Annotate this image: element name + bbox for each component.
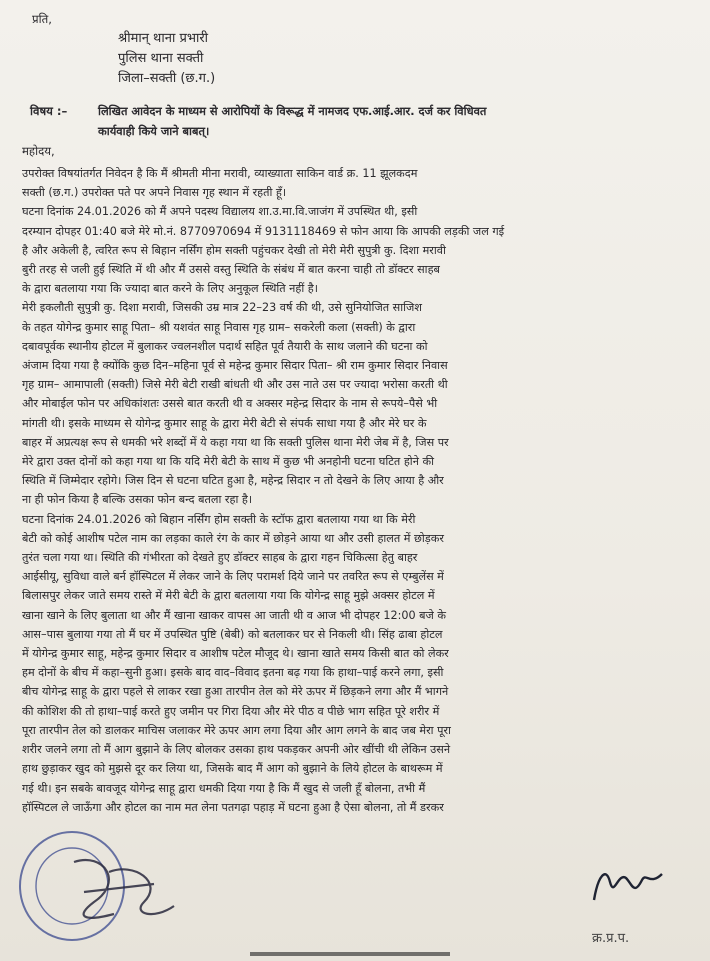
body-line: हाथ छुड़ाकर खुद को मुझसे दूर कर लिया था, जिसके बाद मैं आग को बुझाने के लिये होटल के बाथरूम में <box>22 762 443 776</box>
body-text <box>22 164 682 817</box>
body-line: पूरा तारपीन तेल को डालकर माचिस जलाकर मेरे ऊपर आग लगा दिया और आग लगने के बाद जब मेरा पूरा <box>22 723 451 737</box>
body-line: बीच योगेन्द्र साहू के द्वारा पहले से लाकर रखा हुआ तारपीन तेल को मेरे ऊपर में छिड़कने लगा और मैं भागने <box>22 685 449 699</box>
body-line: आस–पास बुलाया गया तो मैं घर में उपस्थित पुष्टि (बेबी) को बतलाकर घर से निकली थी। सिंह ढाबा होटल <box>22 627 443 641</box>
body-line: खाना खाने के लिए बुलाता था और मैं खाना खाकर वापस आ जाती थी व आज भी दोपहर 12:00 बजे के <box>22 608 447 622</box>
addressee-line-1: श्रीमान् थाना प्रभारी <box>118 31 209 46</box>
subject-line-2: कार्यवाही किये जाने बाबत्। <box>98 124 210 138</box>
body-line: हॉस्पिटल ले जाऊँगा और होटल का नाम मत लेना पतगढ़ा पहाड़ में घटना हुआ है ऐसा बोलना, तो मैं डरकर <box>22 800 444 814</box>
footer-mark: क्र.प्र.प. <box>592 931 630 946</box>
body-line: सक्ती (छ.ग.) उपरोक्त पते पर अपने निवास गृह स्थान में रहती हूँ। <box>22 186 287 200</box>
salutation-prati: प्रति, <box>32 12 52 26</box>
salutation-mahoday: महोदय, <box>22 144 55 158</box>
body-line: में योगेन्द्र कुमार साहू, महेन्द्र कुमार सिदार व आशीष पटेल मौजूद थे। खाना खाते समय किसी बात को लेकर <box>22 647 449 661</box>
body-line: आईसीयू, सुविधा वाले बर्न हॉस्पिटल में लेकर जाने के लिए परामर्श दिये जाने पर तवरित रूप से एम्बुलेंस में <box>22 570 444 584</box>
body-line: शरीर जलने लगा तो मैं आग बुझाने के लिए बोलकर उसका हाथ पकड़कर अपनी ओर खींची थी लेकिन उसने <box>22 743 451 757</box>
body-line: उपरोक्त विषयांतर्गत निवेदन है कि मैं श्रीमती मीना मरावी, व्याख्याता साकिन वार्ड क्र. 11 झूलकदम <box>22 167 418 180</box>
body-line: मेरे द्वारा उक्त दोनों को कहा गया था कि यदि मेरी बेटी के साथ में कुछ भी अनहोनी घटना घटित होने की <box>22 455 434 469</box>
body-line: अंजाम दिया गया है क्योंकि कुछ दिन–महिना पूर्व से महेन्द्र कुमार सिदार पिता– श्री राम कुमार सिदार निवास <box>22 359 448 373</box>
subject-label: विषय :– <box>30 104 68 118</box>
body-line: गई थी। इन सबके बावजूद योगेन्द्र साहू द्वारा धमकी दिया गया है कि मैं खुद से जली हूँ बोलना, तभी मैं <box>22 781 426 795</box>
body-line: दबावपूर्वक स्थानीय होटल में बुलाकर ज्वलनशील पदार्थ सहित पूर्व तैयारी के साथ जलाने की घटना को <box>22 339 428 353</box>
body-line: स्थिति में जिम्मेदार रहोगे। जिस दिन से घटना घटित हुआ है, महेन्द्र सिदार न तो देखने के लिए आया है और <box>22 474 444 488</box>
addressee-line-3: जिला–सक्ती (छ.ग.) <box>118 71 216 86</box>
body-line: बेटी को कोई आशीष पटेल नाम का लड़का काले रंग के कार में छोड़ने आया था और उसी हालत में छोड़कर <box>22 531 444 545</box>
body-line: तुरंत चला गया था। स्थिति की गंभीरता को देखते हुए डॉक्टर साहब के द्वारा गहन चिकित्सा हेतु बाहर <box>22 551 418 565</box>
body-line: हम दोनों के बीच में कहा–सुनी हुआ। इसके बाद वाद–विवाद इतना बढ़ गया कि हाथा–पाई करने लगा, इसी <box>22 666 444 680</box>
body-line: दरम्यान दोपहर 01:40 बजे मेरे मो.नं. 8770970694 में 9131118469 से फोन आया कि आपकी लड़की जल गई <box>22 224 505 238</box>
body-line: ना ही फोन किया है बल्कि उसका फोन बन्द बतला रहा है। <box>22 493 253 507</box>
signature <box>588 856 668 912</box>
body-line: घटना दिनांक 24.01.2026 को मैं अपने पदस्थ विद्यालय शा.उ.मा.वि.जाजंग में उपस्थित थी, इसी <box>22 205 418 219</box>
body-line: बाहर में अप्रत्यक्ष रूप से धमकी भरे शब्दों में ये कहा गया था कि सक्ती पुलिस थाना मेरी जेब में है, जिस पर <box>22 435 449 449</box>
body-line: और मोबाईल फोन पर अधिकांशतः उससे बात करती थी व अक्सर महेन्द्र सिदार के नाम से रूपये–पैसे भी <box>22 397 438 411</box>
body-line: बिलासपुर लेकर जाते समय रास्ते में मेरी बेटी के द्वारा बतलाया गया कि योगेन्द्र साहू मुझे अक्सर होटल में <box>22 589 435 603</box>
subject-line-1: लिखित आवेदन के माध्यम से आरोपियों के विरूद्ध में नामजद एफ.आई.आर. दर्ज कर विधिवत <box>98 104 487 118</box>
body-line: बुरी तरह से जली हुई स्थिति में थी और मैं उससे वस्तु स्थिति के संबंध में बात करना चाही तो डॉक्टर साहब <box>22 263 440 277</box>
bottom-edge-line <box>250 952 450 956</box>
body-line: मेरी इकलौती सुपुत्री कु. दिशा मरावी, जिसकी उम्र मात्र 22–23 वर्ष की थी, उसे सुनियोजित साजिश <box>22 301 422 315</box>
body-line: की कोशिश की तो हाथा–पाई करते हुए जमीन पर गिरा दिया और मेरे पीठ व पीछे भाग सहित पूरे शरीर में <box>22 704 440 718</box>
body-line: गृह ग्राम– आमापाली (सक्ती) जिसे मेरी बेटी राखी बांधती थी और उस नाते उस पर ज्यादा भरोसा करती थी <box>22 378 448 392</box>
addressee-line-2: पुलिस थाना सक्ती <box>118 51 204 66</box>
body-line: के द्वारा बतलाया गया कि ज्यादा बात करने के लिए अनुकूल स्थिति नहीं है। <box>22 282 318 296</box>
office-seal-stamp <box>14 822 182 948</box>
body-line: के तहत योगेन्द्र कुमार साहू पिता– श्री यशवंत साहू निवास गृह ग्राम– सकरेली कला (सक्ती) के द्वारा <box>22 320 416 334</box>
body-line: मांगती थी। इसके माध्यम से योगेन्द्र कुमार साहू के द्वारा मेरी बेटी से संपर्क साधा गया है और मेरे घर के <box>22 416 427 430</box>
body-line: घटना दिनांक 24.01.2026 को बिहान नर्सिंग होम सक्ती के स्टॉफ द्वारा बतलाया गया था कि मेरी <box>22 512 416 526</box>
body-line: है और अकेली है, त्वरित रूप से बिहान नर्सिंग होम सक्ती पहुंचकर देखी तो मेरी मेरी सुपुत्री कु. दिशा मरावी <box>22 243 446 257</box>
